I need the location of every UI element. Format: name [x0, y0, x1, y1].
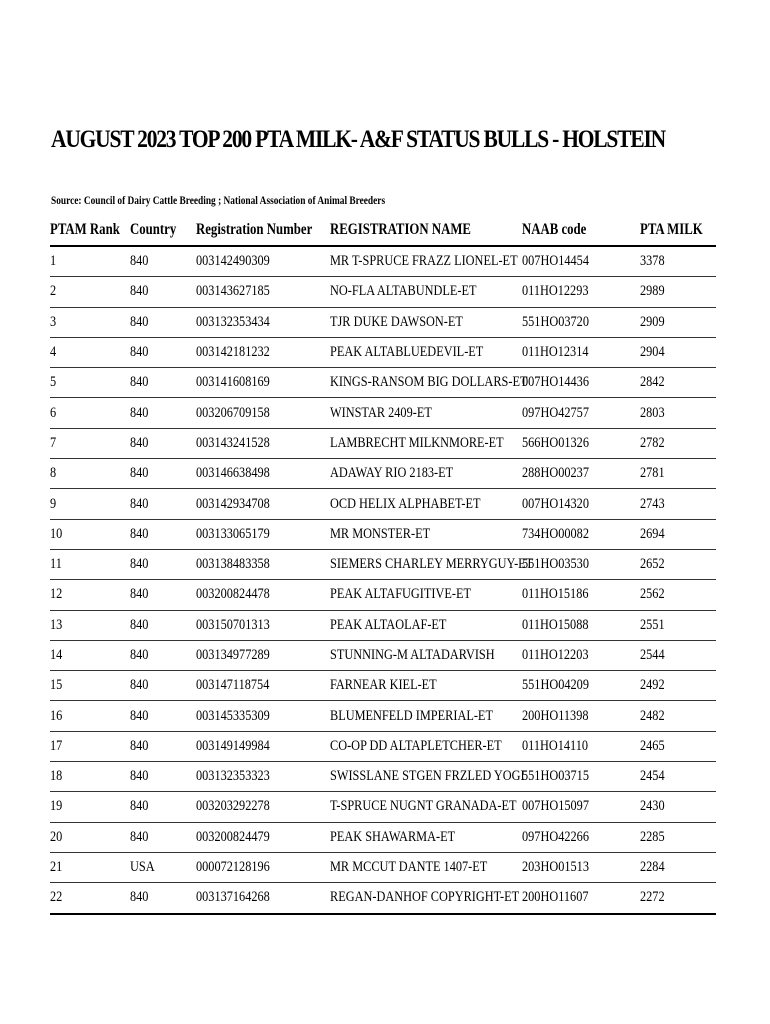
registration-name-cell: PEAK ALTAOLAF-ET: [330, 610, 522, 640]
rank-cell: 7: [50, 428, 130, 458]
table-header: [50, 215, 716, 246]
pta-milk-cell: 2909: [640, 307, 716, 337]
rank-cell: 9: [50, 489, 130, 519]
table-row: [50, 883, 716, 914]
country-cell: 840: [130, 277, 196, 307]
registration-name-cell: PEAK ALTAFUGITIVE-ET: [330, 580, 522, 610]
table-row: [50, 762, 716, 792]
table-row: [50, 307, 716, 337]
registration-name-cell: WINSTAR 2409-ET: [330, 398, 522, 428]
registration-number-cell: 003203292278: [196, 792, 330, 822]
table-row: [50, 822, 716, 852]
country-cell: 840: [130, 762, 196, 792]
pta-milk-cell: 2781: [640, 459, 716, 489]
country-cell: 840: [130, 337, 196, 367]
country-cell: 840: [130, 519, 196, 549]
registration-number-cell: 003141608169: [196, 368, 330, 398]
pta-milk-cell: 2562: [640, 580, 716, 610]
table-row: [50, 368, 716, 398]
table-row: [50, 549, 716, 579]
registration-name-cell: LAMBRECHT MILKNMORE-ET: [330, 428, 522, 458]
registration-name-cell: T-SPRUCE NUGNT GRANADA-ET: [330, 792, 522, 822]
naab-code-cell: 551HO03715: [522, 762, 640, 792]
pta-milk-cell: 2492: [640, 671, 716, 701]
naab-code-cell: 007HO14436: [522, 368, 640, 398]
table-body: [50, 246, 716, 914]
naab-code-cell: 007HO14320: [522, 489, 640, 519]
pta-milk-cell: 2551: [640, 610, 716, 640]
registration-name-cell: MR MCCUT DANTE 1407-ET: [330, 852, 522, 882]
naab-code-cell: 011HO15088: [522, 610, 640, 640]
registration-name-cell: KINGS-RANSOM BIG DOLLARS-ET: [330, 368, 522, 398]
naab-code-cell: 566HO01326: [522, 428, 640, 458]
pta-milk-cell: 3378: [640, 246, 716, 277]
naab-code-cell: 007HO14454: [522, 246, 640, 277]
table-row: [50, 277, 716, 307]
registration-name-cell: SWISSLANE STGEN FRZLED YOGI: [330, 762, 522, 792]
naab-code-cell: 734HO00082: [522, 519, 640, 549]
pta-milk-cell: 2842: [640, 368, 716, 398]
rank-cell: 2: [50, 277, 130, 307]
table-row: [50, 398, 716, 428]
registration-number-cell: 003132353434: [196, 307, 330, 337]
registration-number-cell: 003138483358: [196, 549, 330, 579]
pta-milk-cell: 2544: [640, 640, 716, 670]
country-cell: 840: [130, 822, 196, 852]
table-row: [50, 246, 716, 277]
country-cell: 840: [130, 246, 196, 277]
pta-milk-cell: 2743: [640, 489, 716, 519]
pta-milk-cell: 2782: [640, 428, 716, 458]
pta-milk-cell: 2430: [640, 792, 716, 822]
registration-number-cell: 003137164268: [196, 883, 330, 914]
table-row: [50, 731, 716, 761]
naab-code-cell: 007HO15097: [522, 792, 640, 822]
pta-milk-cell: 2652: [640, 549, 716, 579]
registration-name-cell: ADAWAY RIO 2183-ET: [330, 459, 522, 489]
table-row: [50, 337, 716, 367]
rank-cell: 20: [50, 822, 130, 852]
pta-milk-cell: 2454: [640, 762, 716, 792]
table-row: [50, 640, 716, 670]
table-row: [50, 459, 716, 489]
naab-code-cell: 551HO03530: [522, 549, 640, 579]
registration-number-cell: 003132353323: [196, 762, 330, 792]
country-cell: 840: [130, 671, 196, 701]
rank-cell: 3: [50, 307, 130, 337]
registration-number-cell: 000072128196: [196, 852, 330, 882]
registration-number-cell: 003133065179: [196, 519, 330, 549]
naab-code-cell: 551HO04209: [522, 671, 640, 701]
table-row: [50, 701, 716, 731]
page-title: AUGUST 2023 TOP 200 PTA MILK- A&F STATUS BULLS - HOLSTEIN: [51, 126, 665, 153]
naab-code-cell: 011HO14110: [522, 731, 640, 761]
rank-cell: 1: [50, 246, 130, 277]
naab-code-cell: 200HO11398: [522, 701, 640, 731]
header-registration-name: REGISTRATION NAME: [330, 215, 522, 246]
header-naab-code: NAAB code: [522, 215, 640, 246]
registration-number-cell: 003143627185: [196, 277, 330, 307]
naab-code-cell: 200HO11607: [522, 883, 640, 914]
registration-name-cell: NO-FLA ALTABUNDLE-ET: [330, 277, 522, 307]
registration-name-cell: STUNNING-M ALTADARVISH: [330, 640, 522, 670]
header-ptam-rank: PTAM Rank: [50, 215, 130, 246]
rank-cell: 10: [50, 519, 130, 549]
registration-name-cell: SIEMERS CHARLEY MERRYGUY-ET: [330, 549, 522, 579]
registration-number-cell: 003206709158: [196, 398, 330, 428]
country-cell: 840: [130, 701, 196, 731]
country-cell: 840: [130, 610, 196, 640]
country-cell: 840: [130, 489, 196, 519]
naab-code-cell: 551HO03720: [522, 307, 640, 337]
table-row: [50, 792, 716, 822]
registration-name-cell: CO-OP DD ALTAPLETCHER-ET: [330, 731, 522, 761]
pta-milk-cell: 2272: [640, 883, 716, 914]
naab-code-cell: 011HO12314: [522, 337, 640, 367]
registration-name-cell: REGAN-DANHOF COPYRIGHT-ET: [330, 883, 522, 914]
pta-milk-cell: 2803: [640, 398, 716, 428]
country-cell: 840: [130, 459, 196, 489]
country-cell: 840: [130, 640, 196, 670]
rank-cell: 22: [50, 883, 130, 914]
country-cell: 840: [130, 428, 196, 458]
naab-code-cell: 011HO12293: [522, 277, 640, 307]
registration-number-cell: 003134977289: [196, 640, 330, 670]
pta-milk-cell: 2284: [640, 852, 716, 882]
rank-cell: 21: [50, 852, 130, 882]
table-row: [50, 489, 716, 519]
header-registration-number: Registration Number: [196, 215, 330, 246]
registration-number-cell: 003145335309: [196, 701, 330, 731]
table-row: [50, 428, 716, 458]
registration-number-cell: 003142181232: [196, 337, 330, 367]
rank-cell: 19: [50, 792, 130, 822]
table-row: [50, 610, 716, 640]
registration-number-cell: 003200824479: [196, 822, 330, 852]
table-row: [50, 671, 716, 701]
registration-number-cell: 003147118754: [196, 671, 330, 701]
rank-cell: 4: [50, 337, 130, 367]
naab-code-cell: 011HO12203: [522, 640, 640, 670]
registration-number-cell: 003142934708: [196, 489, 330, 519]
registration-name-cell: FARNEAR KIEL-ET: [330, 671, 522, 701]
country-cell: USA: [130, 852, 196, 882]
country-cell: 840: [130, 731, 196, 761]
registration-number-cell: 003146638498: [196, 459, 330, 489]
registration-name-cell: TJR DUKE DAWSON-ET: [330, 307, 522, 337]
country-cell: 840: [130, 792, 196, 822]
registration-number-cell: 003150701313: [196, 610, 330, 640]
registration-name-cell: PEAK ALTABLUEDEVIL-ET: [330, 337, 522, 367]
country-cell: 840: [130, 883, 196, 914]
header-pta-milk: PTA MILK: [640, 215, 716, 246]
rank-cell: 8: [50, 459, 130, 489]
country-cell: 840: [130, 307, 196, 337]
naab-code-cell: 011HO15186: [522, 580, 640, 610]
pta-milk-cell: 2904: [640, 337, 716, 367]
registration-name-cell: MR T-SPRUCE FRAZZ LIONEL-ET: [330, 246, 522, 277]
pta-milk-cell: 2694: [640, 519, 716, 549]
rank-cell: 15: [50, 671, 130, 701]
country-cell: 840: [130, 549, 196, 579]
rank-cell: 13: [50, 610, 130, 640]
registration-number-cell: 003149149984: [196, 731, 330, 761]
naab-code-cell: 288HO00237: [522, 459, 640, 489]
pta-milk-cell: 2465: [640, 731, 716, 761]
registration-name-cell: BLUMENFELD IMPERIAL-ET: [330, 701, 522, 731]
registration-number-cell: 003143241528: [196, 428, 330, 458]
bulls-table: [50, 215, 716, 915]
country-cell: 840: [130, 580, 196, 610]
rank-cell: 14: [50, 640, 130, 670]
rank-cell: 12: [50, 580, 130, 610]
naab-code-cell: 097HO42757: [522, 398, 640, 428]
naab-code-cell: 097HO42266: [522, 822, 640, 852]
country-cell: 840: [130, 368, 196, 398]
registration-number-cell: 003142490309: [196, 246, 330, 277]
table-row: [50, 852, 716, 882]
registration-name-cell: MR MONSTER-ET: [330, 519, 522, 549]
header-country: Country: [130, 215, 196, 246]
country-cell: 840: [130, 398, 196, 428]
rank-cell: 11: [50, 549, 130, 579]
rank-cell: 6: [50, 398, 130, 428]
table-row: [50, 580, 716, 610]
header-row: [50, 215, 716, 246]
registration-name-cell: PEAK SHAWARMA-ET: [330, 822, 522, 852]
rank-cell: 16: [50, 701, 130, 731]
registration-name-cell: OCD HELIX ALPHABET-ET: [330, 489, 522, 519]
rank-cell: 17: [50, 731, 130, 761]
registration-number-cell: 003200824478: [196, 580, 330, 610]
naab-code-cell: 203HO01513: [522, 852, 640, 882]
table-row: [50, 519, 716, 549]
source-note: Source: Council of Dairy Cattle Breeding ; National Association of Animal Breeders: [51, 193, 386, 207]
pta-milk-cell: 2285: [640, 822, 716, 852]
rank-cell: 5: [50, 368, 130, 398]
pta-milk-cell: 2989: [640, 277, 716, 307]
rank-cell: 18: [50, 762, 130, 792]
pta-milk-cell: 2482: [640, 701, 716, 731]
